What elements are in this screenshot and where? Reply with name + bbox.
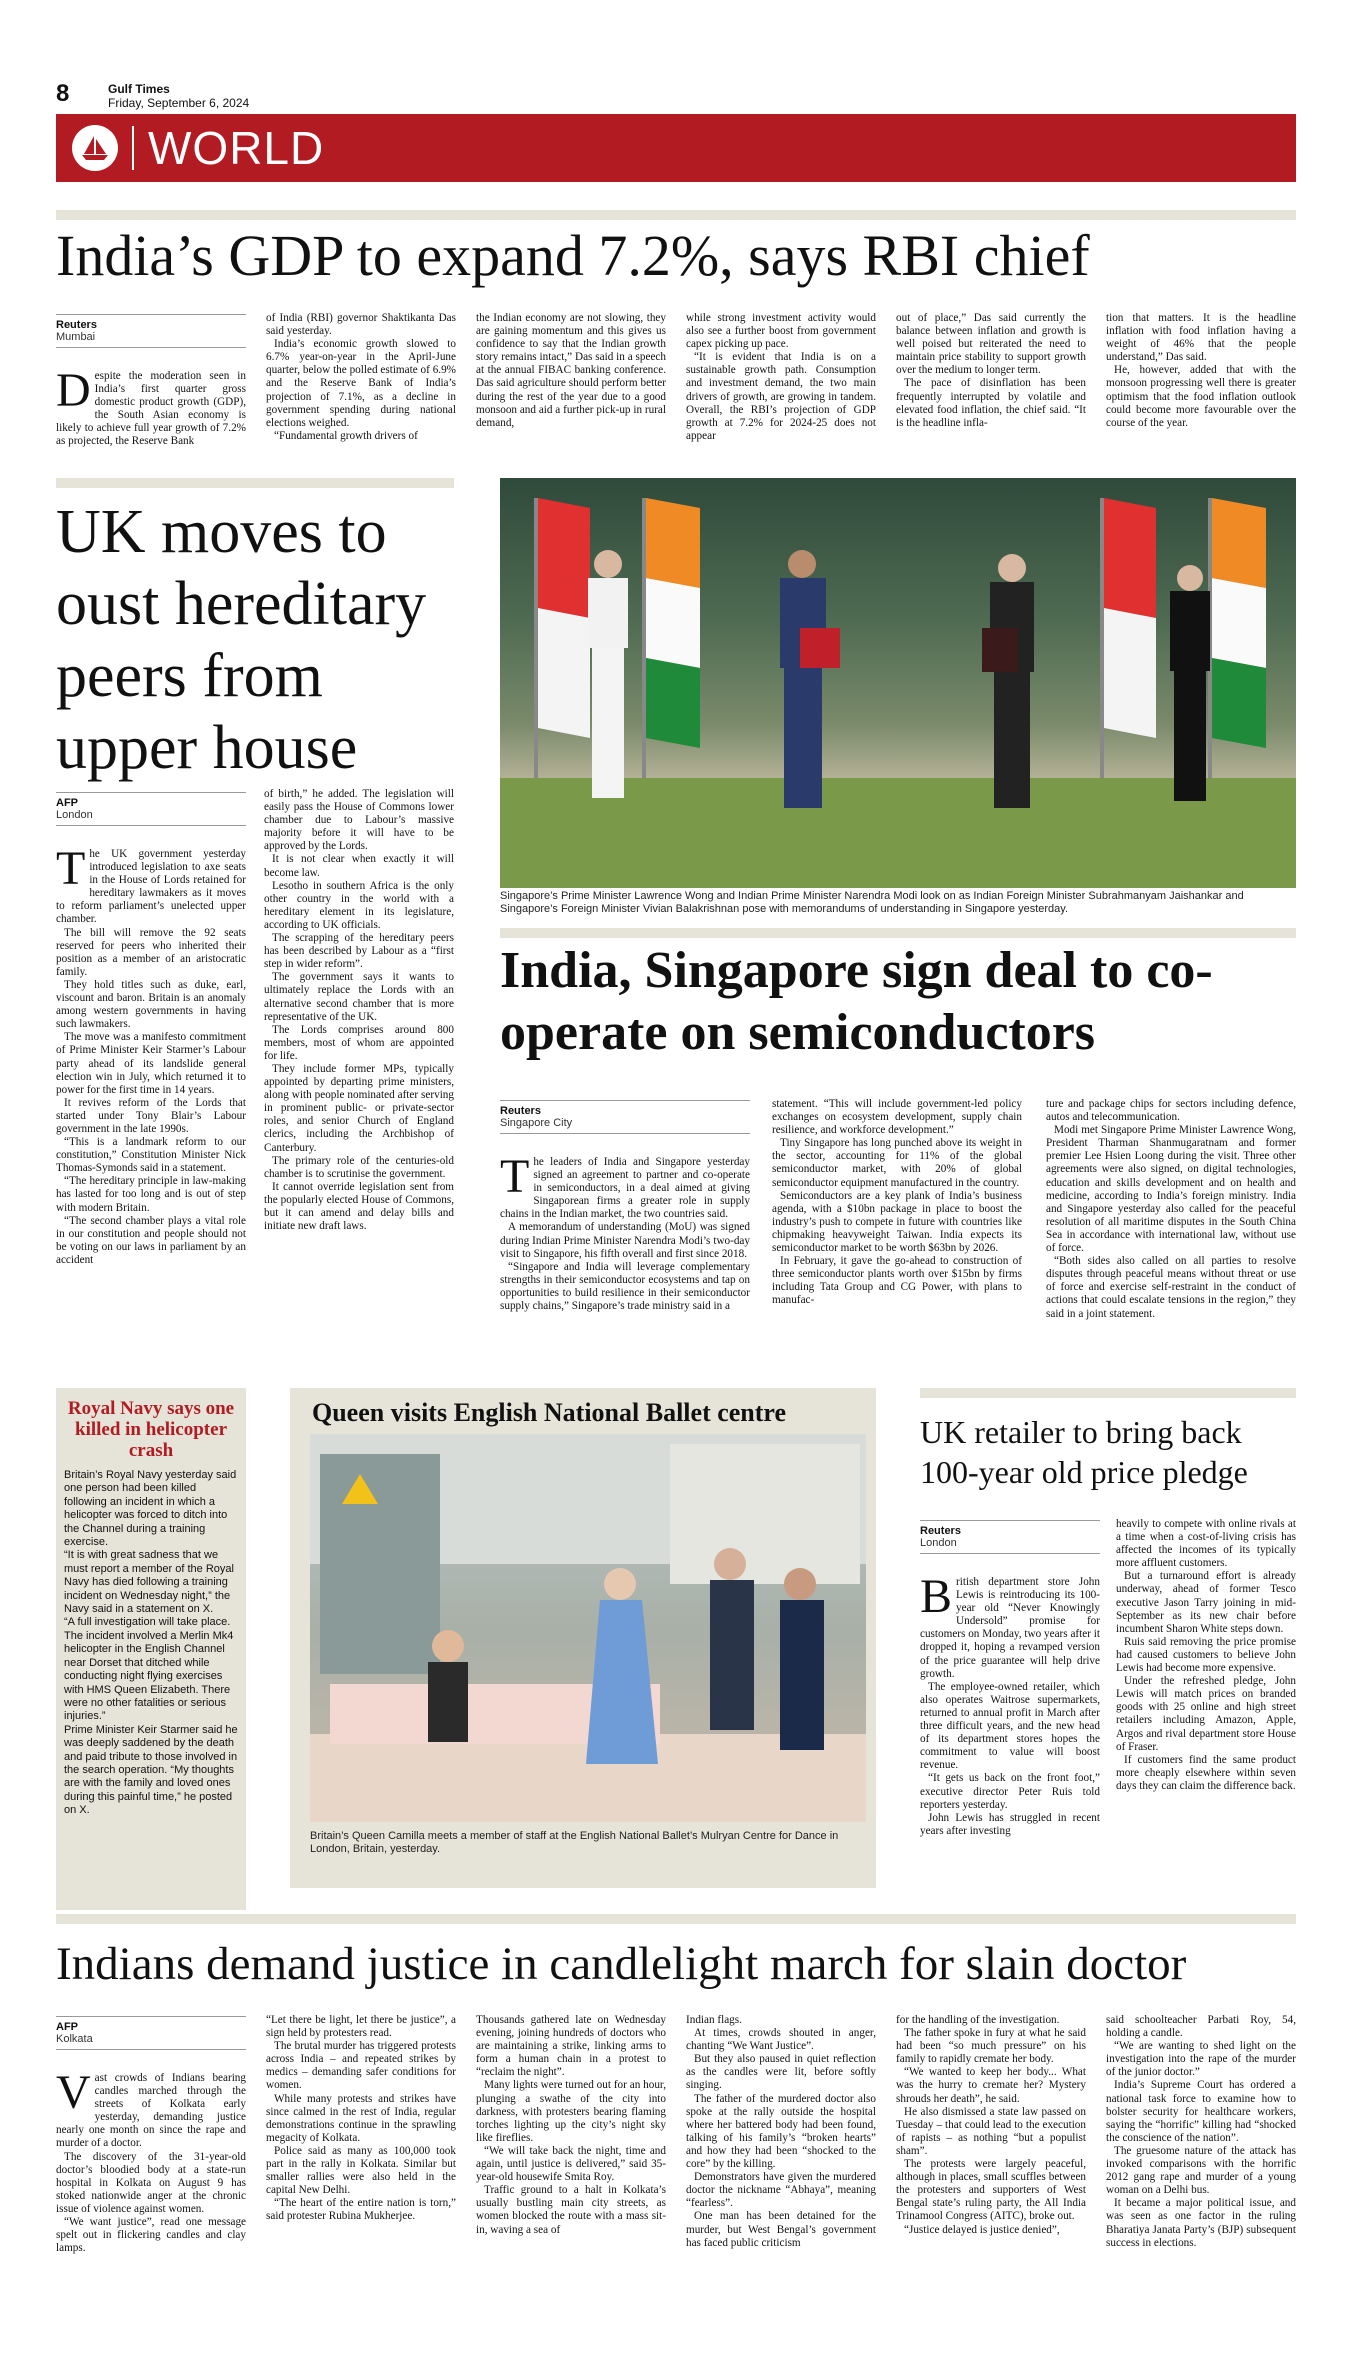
drop-cap: T bbox=[56, 842, 86, 895]
paragraph: The move was a manifesto commitment of Prime Minister Keir Starmer’s Labour party ahead of its landslide general election win in July, which returned it to power for the first time in 14 years. bbox=[56, 1031, 246, 1096]
paragraph: Ruis said removing the price promise had caused customers to believe John Lewis had become more expensive. bbox=[1116, 1635, 1296, 1675]
uk-text-1: he UK government yesterday introduced legislation to axe seats in the House of Lords retained for hereditary lawmakers as it moves to reform parliament’s unelected upper chamber. bbox=[56, 848, 246, 926]
drop-cap: D bbox=[56, 364, 91, 417]
page-number: 8 bbox=[56, 80, 70, 107]
flag-singapore-right bbox=[1100, 498, 1156, 778]
queen-photo bbox=[310, 1434, 866, 1822]
paragraph: India’s Supreme Court has ordered a national task force to examine how to bolster security for healthcare workers, saying the “horrific” killing had “shocked the conscience of the nation”. bbox=[1106, 2079, 1296, 2144]
paragraph: “We will take back the night, time and again, until justice is delivered,” said 35-year-old housewife Smita Roy. bbox=[476, 2144, 666, 2184]
flag-singapore-left bbox=[534, 498, 590, 778]
divider-rule bbox=[56, 210, 1296, 220]
paragraph: out of place,” Das said currently the balance between inflation and growth is well poised but reiterated the need to maintain price stability to support growth over the medium to longer term. bbox=[896, 312, 1086, 377]
singapore-text-1: he leaders of India and Singapore yesterday signed an agreement to partner and co-operate in semiconductors, in a deal aimed at giving Singaporean firms a greater role in supply chains in the Indian market, the two countries said. bbox=[500, 1156, 750, 1221]
paragraph: said schoolteacher Parbati Roy, 54, holding a candle. bbox=[1106, 2014, 1296, 2040]
paragraph: It cannot override legislation sent from the popularly elected House of Commons, but it can amend and delay bills and initiate new draft laws. bbox=[264, 1180, 454, 1233]
paragraph: “The heart of the entire nation is torn,” said protester Rubina Mukherjee. bbox=[266, 2197, 456, 2223]
paragraph: while strong investment activity would also see a further boost from government capex picking up pace. bbox=[686, 312, 876, 351]
paragraph: He also dismissed a state law passed on Tuesday – that could lead to the execution of rapists – as nothing “but a populist sham”. bbox=[896, 2105, 1086, 2157]
paper-info bbox=[108, 82, 249, 110]
gdp-col-2 bbox=[266, 312, 456, 443]
paragraph: Thousands gathered late on Wednesday evening, joining hundreds of doctors who are maintaining a strike, linking arms to form a human chain in a protest to “reclaim the night”. bbox=[476, 2014, 666, 2079]
flag-india-left bbox=[642, 498, 700, 778]
person-staff bbox=[428, 1630, 468, 1742]
paragraph: In February, it gave the go-ahead to construction of three semiconductor plants worth over $15bn by firms including Tata Group and CG Power, with plans to manufac- bbox=[772, 1255, 1022, 1307]
paragraph: The brutal murder has triggered protests across India – and repeated strikes by medics – demanding safer conditions for women. bbox=[266, 2040, 456, 2092]
paragraph: Modi met Singapore Prime Minister Lawrence Wong, President Tharman Shanmugaratnam and former premier Lee Hsien Loong during the visit. Three other agreements were also signed, on digital technologies, education and skills development and on health and medicine, according to India’s foreign ministry. India and Singapore yesterday also called for the peaceful resolution of all maritime disputes in the South China Sea in accordance with international law, without use of force. bbox=[1046, 1124, 1296, 1255]
paragraph: At times, crowds shouted in anger, chanting “We Want Justice”. bbox=[686, 2027, 876, 2053]
uk-byline: AFP bbox=[56, 797, 78, 809]
gdp-byline: Reuters bbox=[56, 319, 97, 331]
banner-divider bbox=[132, 126, 134, 170]
paragraph: “We wanted to keep her body... What was the hurry to cremate her? Mystery shrouds her death”, he said. bbox=[896, 2066, 1086, 2105]
queen-photo-box bbox=[290, 1388, 876, 1888]
gdp-col-5 bbox=[896, 312, 1086, 430]
paragraph: The primary role of the centuries-old chamber is to scrutinise the government. bbox=[264, 1154, 454, 1180]
paragraph: The Lords comprises around 800 members, most of whom are appointed for life. bbox=[264, 1023, 454, 1062]
uk-byline-block bbox=[56, 792, 246, 826]
navy-body bbox=[64, 1469, 238, 1818]
paragraph: of India (RBI) governor Shaktikanta Das said yesterday. bbox=[266, 312, 456, 338]
retailer-text-1: ritish department store John Lewis is reintroducing its 100-year old “Never Knowingly Undersold” promise for customers on Monday, two years after it dropped it, hoping a revamped version of the price guarantee will help drive growth. bbox=[920, 1576, 1100, 1680]
paragraph: “It is with great sadness that we must report a member of the Royal Navy has died following a training incident on Wednesday night,” the Navy said in a statement on X. bbox=[64, 1549, 234, 1616]
paragraph: But a turnaround effort is already underway, ahead of former Tesco executive Jason Tarry joining in mid-September as its new chair before incumbent Sharon White steps down. bbox=[1116, 1570, 1296, 1635]
flag-india-right bbox=[1208, 498, 1266, 778]
paragraph: John Lewis has struggled in recent years after investing bbox=[920, 1811, 1100, 1837]
queen-photo-caption: Britain’s Queen Camilla meets a member of staff at the English National Ballet’s Mulryan Centre for Dance in London, Britain, yesterday. bbox=[310, 1830, 839, 1855]
kolkata-dateline: Kolkata bbox=[56, 2033, 93, 2045]
singapore-headline: India, Singapore sign deal to co-operate on semiconductors bbox=[500, 942, 1213, 1061]
drop-cap: V bbox=[56, 2066, 91, 2119]
person-queen bbox=[586, 1568, 658, 1764]
kolkata-col-6 bbox=[1106, 2014, 1296, 2250]
gdp-col-1 bbox=[56, 364, 246, 449]
paragraph: The bill will remove the 92 seats reserved for peers who inherited their position as a member of an aristocratic family. bbox=[56, 926, 246, 978]
paragraph: He, however, added that with the monsoon progressing well there is greater optimism that the food inflation outlook could become more favourable over the course of the year. bbox=[1106, 364, 1296, 429]
uk-col-2 bbox=[264, 788, 454, 1233]
gdp-dateline: Mumbai bbox=[56, 331, 96, 343]
paragraph: “The hereditary principle in law-making has lasted for too long and is out of step with modern Britain. bbox=[56, 1175, 246, 1214]
section-banner bbox=[56, 114, 1296, 182]
paragraph: “Justice delayed is justice denied”, bbox=[904, 2223, 1060, 2236]
paragraph: for the handling of the investigation. bbox=[896, 2014, 1060, 2026]
paragraph: “This is a landmark reform to our constitution,” Constitution Minister Nick Thomas-Symonds said in a statement. bbox=[56, 1136, 246, 1175]
retailer-dateline: London bbox=[920, 1537, 957, 1549]
divider-rule bbox=[56, 1914, 1296, 1924]
photo-illustration bbox=[310, 1434, 866, 1822]
singapore-col-1 bbox=[500, 1150, 750, 1313]
singapore-photo bbox=[500, 478, 1296, 888]
paragraph: The government says it wants to ultimately replace the Lords with an alternative second chamber that is more representative of the UK. bbox=[264, 971, 454, 1023]
paragraph: “The second chamber plays a vital role in our constitution and people should not be voting on our laws in parliament by an accident bbox=[56, 1214, 246, 1266]
retailer-col-1 bbox=[920, 1570, 1100, 1838]
paragraph: ture and package chips for sectors including defence, autos and telecommunication. bbox=[1046, 1098, 1296, 1124]
paragraph: If customers find the same product more cheaply elsewhere within seven days they can claim the difference back. bbox=[1116, 1753, 1296, 1792]
paragraph: But they also paused in quiet reflection as the candles were lit, before softly singing. bbox=[686, 2053, 876, 2092]
paragraph: “It gets us back on the front foot,” executive director Peter Ruis told reporters yesterday. bbox=[920, 1772, 1100, 1811]
paragraph: A memorandum of understanding (MoU) was signed during Indian Prime Minister Narendra Modi’s two-day visit to Singapore, his fifth overall and first since 2018. bbox=[500, 1221, 750, 1260]
gdp-col-3 bbox=[476, 312, 666, 430]
retailer-byline: Reuters bbox=[920, 1525, 961, 1537]
retailer-byline-block bbox=[920, 1520, 1100, 1554]
paragraph: Tiny Singapore has long punched above its weight in the sector, accounting for 11% of the global semiconductor market, with 20% of global semiconductor equipment manufactured in the country. bbox=[772, 1137, 1022, 1189]
paragraph: statement. “This will include government-led policy exchanges on ecosystem development, supply chain resilience, and workforce development.” bbox=[772, 1098, 1022, 1137]
kolkata-col-2 bbox=[266, 2014, 456, 2224]
section-title: WORLD bbox=[148, 122, 325, 174]
person-2 bbox=[780, 550, 840, 808]
issue-date: Friday, September 6, 2024 bbox=[108, 96, 250, 110]
paragraph: Demonstrators have given the murdered doctor the nickname “Abhaya”, meaning “fearless”. bbox=[686, 2171, 876, 2210]
gdp-text-1: espite the moderation seen in India’s first quarter gross domestic product growth (GDP), the South Asian economy is likely to achieve full year growth of 7.2% as projected, the Reserve Bank bbox=[56, 370, 246, 448]
navy-headline: Royal Navy says one killed in helicopter crash bbox=[67, 1398, 235, 1461]
uk-dateline: London bbox=[56, 809, 93, 821]
kolkata-byline: AFP bbox=[56, 2021, 78, 2033]
paragraph: The father spoke in fury at what he said had been “so much pressure” on his family to rapidly cremate her body. bbox=[896, 2027, 1086, 2066]
paragraph: The employee-owned retailer, which also operates Waitrose supermarkets, returned to annual profit in March after three difficult years, and the new head of its department stores hopes the commitment to value will boost revenue. bbox=[920, 1680, 1100, 1772]
kolkata-col-5 bbox=[896, 2014, 1086, 2237]
paragraph: “We want justice”, read one message spelt out in flickering candles and clay lamps. bbox=[56, 2216, 246, 2255]
paragraph: Prime Minister Keir Starmer said he was deeply saddened by the death and paid tribute to those involved in the search operation. “My thoughts are with the family and loved ones during this painful time,” he posted on X. bbox=[64, 1723, 238, 1817]
paragraph: It is not clear when exactly it will become law. bbox=[264, 853, 454, 879]
kolkata-col-1 bbox=[56, 2066, 246, 2255]
person-man-2 bbox=[780, 1568, 824, 1750]
paragraph: tion that matters. It is the headline inflation with food inflation having a weight of 46% that the people understand,” Das said. bbox=[1106, 312, 1296, 364]
paragraph: “Singapore and India will leverage complementary strengths in their semiconductor ecosystems and tap on opportunities to build resilience in their semiconductor supply chains,” Singapore’s trade ministry said in a bbox=[500, 1260, 750, 1313]
person-1 bbox=[588, 550, 628, 798]
paragraph: Many lights were turned out for an hour, plunging a swathe of the city into darkness, with protesters bearing flaming torches lighting up the city’s night sky like fireflies. bbox=[476, 2079, 666, 2144]
uk-headline: UK moves to oust hereditary peers from upper house bbox=[56, 498, 427, 782]
paragraph: The scrapping of the hereditary peers has been described by Labour as a “first step in wider reform”. bbox=[264, 932, 454, 971]
paragraph: They hold titles such as duke, earl, viscount and baron. Britain is an anomaly among western governments in having such lawmakers. bbox=[56, 978, 246, 1031]
paragraph: The pace of disinflation has been frequently interrupted by volatile and elevated food inflation, the chief said. “It is the headline infla- bbox=[896, 377, 1086, 429]
paragraph: Semiconductors are a key plank of India’s business agenda, with a $10bn package in place to boost the industry’s push to compete in future with countries like chipmaking heavyweight Taiwan. India expects its semiconductor market to be worth $63bn by 2026. bbox=[772, 1189, 1022, 1255]
drop-cap: B bbox=[920, 1570, 953, 1623]
kolkata-text-1: ast crowds of Indians bearing candles marched through the streets of Kolkata early yesterday, demanding justice nearly one month on since the rape and murder of a doctor. bbox=[56, 2072, 246, 2150]
photo-illustration bbox=[500, 478, 1296, 888]
navy-sidebar bbox=[56, 1388, 246, 1910]
paragraph: It revives reform of the Lords that started under Tony Blair’s Labour government in the late 1990s. bbox=[56, 1096, 246, 1135]
paragraph: “Fundamental growth drivers of bbox=[274, 429, 418, 442]
paragraph: “It is evident that India is on a sustainable growth path. Consumption and investment demand, the two main drivers of growth, are growing in tandem. Overall, the RBI’s projection of GDP growth at 7.2% for 2024-25 does not appear bbox=[686, 351, 876, 442]
singapore-col-2 bbox=[772, 1098, 1022, 1308]
paragraph: “Both sides also called on all parties to resolve disputes through peaceful means without threat or use of force and exercise self-restraint in the conduct of actions that could escalate tensions in the region,” they said in a joint statement. bbox=[1046, 1255, 1296, 1320]
paragraph: Indian flags. bbox=[686, 2014, 742, 2026]
divider-rule bbox=[56, 478, 454, 488]
paragraph: of birth,” he added. The legislation will easily pass the House of Commons lower chamber due to Labour’s massive majority before it will have to be approved by the Lords. bbox=[264, 788, 454, 853]
kolkata-byline-block bbox=[56, 2016, 246, 2050]
gdp-col-4 bbox=[686, 312, 876, 443]
paragraph: One man has been detained for the murder, but West Bengal’s government has faced public criticism bbox=[686, 2210, 876, 2249]
gdp-byline-block bbox=[56, 314, 246, 348]
paragraph: “Let there be light, let there be justice”, a sign held by protesters read. bbox=[266, 2014, 456, 2040]
retailer-headline: UK retailer to bring back 100-year old price pledge bbox=[920, 1414, 1248, 1490]
person-3 bbox=[982, 554, 1034, 808]
paragraph: The discovery of the 31-year-old doctor’s bloodied body at a state-run hospital in Kolkata on August 9 has stoked nationwide anger at the chronic issue of violence against women. bbox=[56, 2150, 246, 2215]
singapore-col-3 bbox=[1046, 1098, 1296, 1321]
kolkata-col-3 bbox=[476, 2014, 666, 2237]
ship-logo-icon bbox=[72, 125, 118, 171]
uk-col-1 bbox=[56, 842, 246, 1267]
gdp-headline: India’s GDP to expand 7.2%, says RBI chief bbox=[56, 223, 1090, 288]
paragraph: Police said as many as 100,000 took part in the rally in Kolkata. Similar but smaller rallies were also held in the capital New Delhi. bbox=[266, 2144, 456, 2197]
paragraph: It became a major political issue, and was seen as one factor in the ruling Bharatiya Janata Party’s (BJP) subsequent success in elections. bbox=[1106, 2197, 1296, 2249]
paragraph: India’s economic growth slowed to 6.7% year-on-year in the April-June quarter, below the polled estimate of 6.9% and the Reserve Bank of India’s projection of 7.1%, as a decline in government spending during national elections weighed. bbox=[266, 338, 456, 429]
queen-headline: Queen visits English National Ballet centre bbox=[312, 1398, 787, 1427]
paragraph: Britain’s Royal Navy yesterday said one person had been killed following an incident in which a helicopter was forced to ditch into the Channel during a training exercise. bbox=[64, 1469, 237, 1549]
singapore-photo-caption: Singapore’s Prime Minister Lawrence Wong and Indian Prime Minister Narendra Modi look on as Indian Foreign Minister Subrahmanyam Jaishankar and Singapore’s Foreign Minister Vivian Balakrishnan pose with memorandums of understanding in Singapore yesterday. bbox=[500, 890, 1244, 915]
retailer-col-2 bbox=[1116, 1518, 1296, 1793]
drop-cap: T bbox=[500, 1150, 530, 1203]
kolkata-headline: Indians demand justice in candlelight march for slain doctor bbox=[56, 1938, 1187, 1990]
gdp-col-6 bbox=[1106, 312, 1296, 430]
paragraph: Lesotho in southern Africa is the only other country in the world with a hereditary element in its legislature, according to UK officials. bbox=[264, 879, 454, 931]
singapore-byline-block bbox=[500, 1100, 750, 1134]
paragraph: the Indian economy are not slowing, they are gaining momentum and this gives us confidence to say that the Indian growth story remains intact,” Das said in a speech at the annual FIBAC banking conference. Das said agriculture should perform better during the rest of the year due to a good monsoon and aid a further pick-up in rural demand, bbox=[476, 312, 666, 429]
paragraph: The protests were largely peaceful, although in places, small scuffles between the protesters and supporters of West Bengal state’s ruling party, the All India Trinamool Congress (AITC), broke out. bbox=[896, 2158, 1086, 2223]
kolkata-col-4 bbox=[686, 2014, 876, 2250]
paragraph: The gruesome nature of the attack has invoked comparisons with the horrific 2012 gang rape and murder of a young woman on a Delhi bus. bbox=[1106, 2144, 1296, 2197]
singapore-dateline: Singapore City bbox=[500, 1117, 573, 1129]
paragraph: heavily to compete with online rivals at a time when a cost-of-living crisis has affected the incomes of its typically more affluent customers. bbox=[1116, 1518, 1296, 1570]
paragraph: The father of the murdered doctor also spoke at the rally outside the hospital where her battered body had been found, talking of his family’s “broken hearts” and how they had been “shocked to the core” by the killing. bbox=[686, 2092, 876, 2171]
person-4 bbox=[1170, 565, 1210, 801]
singapore-byline: Reuters bbox=[500, 1105, 541, 1117]
paper-name: Gulf Times bbox=[108, 82, 170, 96]
divider-rule bbox=[920, 1388, 1296, 1398]
paragraph: Under the refreshed pledge, John Lewis will match prices on branded goods with 25 online and high street retailers including Amazon, Apple, Argos and rival department store House of Fraser. bbox=[1116, 1675, 1296, 1753]
paragraph: “We are wanting to shed light on the investigation into the rape of the murder of the junior doctor.” bbox=[1106, 2040, 1296, 2079]
paragraph: They include former MPs, typically appointed by departing prime ministers, along with people nominated after serving in prominent public- or private-sector roles, and senior Church of England clerics, including the Archbishop of Canterbury. bbox=[264, 1062, 454, 1154]
paragraph: Traffic ground to a halt in Kolkata’s usually bustling main city streets, as women blocked the route with a mass sit-in, waving a sea of bbox=[476, 2184, 666, 2236]
divider-rule bbox=[500, 928, 1296, 938]
paragraph: “A full investigation will take place. The incident involved a Merlin Mk4 helicopter in the English Channel near Dorset that ditched while conducting night flying exercises with HMS Queen Elizabeth. There were no other fatalities or serious injuries.” bbox=[64, 1616, 234, 1723]
paragraph: While many protests and strikes have since calmed in the rest of India, regular demonstrations continue in the sprawling megacity of Kolkata. bbox=[266, 2092, 456, 2144]
